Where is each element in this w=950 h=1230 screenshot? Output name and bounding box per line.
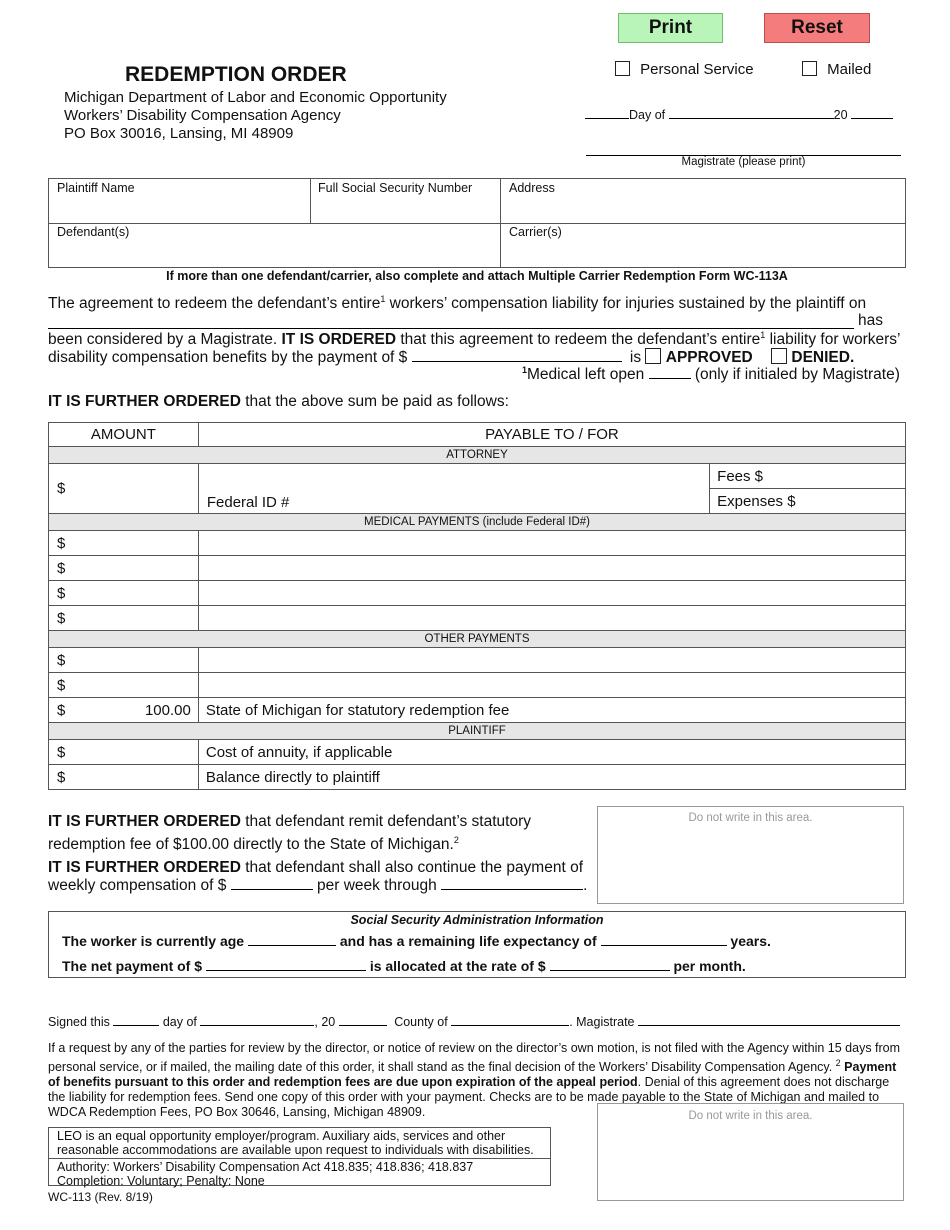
federal-id-label: Federal ID #	[206, 494, 290, 511]
reset-button[interactable]: Reset	[764, 13, 870, 43]
medical-payee-cell[interactable]	[198, 581, 905, 606]
mailed-option[interactable]	[802, 61, 871, 78]
other-amount-cell[interactable]: $	[49, 673, 199, 698]
carriers-label: Carrier(s)	[509, 225, 562, 239]
plaintiff-name-label: Plaintiff Name	[57, 181, 135, 195]
agency-line-2: Workers’ Disability Compensation Agency	[64, 107, 341, 124]
day-of-label: Day of	[629, 108, 666, 122]
attorney-amount-cell[interactable]: $	[49, 464, 199, 514]
personal-service-label: Personal Service	[640, 61, 754, 78]
agreement-line-3: disability compensation benefits by the payment of $ is APPROVED DENIED.	[48, 349, 855, 366]
do-not-write-label: Do not write in this area.	[688, 812, 813, 824]
age-field[interactable]	[248, 933, 336, 946]
completion-line: Completion: Voluntary; Penalty: None	[57, 1174, 265, 1188]
further-ordered-heading: IT IS FURTHER ORDERED that the above sum be paid as follows:	[48, 393, 509, 410]
year-field[interactable]	[851, 104, 893, 119]
medical-section: MEDICAL PAYMENTS (include Federal ID#)	[49, 514, 906, 531]
redemption-fee-amount: 100.00	[144, 701, 191, 719]
weekly-amount-field[interactable]	[231, 877, 313, 890]
attorney-section: ATTORNEY	[49, 447, 906, 464]
leo-notice-box	[48, 1127, 551, 1186]
form-id: WC-113 (Rev. 8/19)	[48, 1190, 153, 1204]
leo-line-1: LEO is an equal opportunity employer/program. Auxiliary aids, services and other	[57, 1129, 506, 1143]
life-expectancy-field[interactable]	[601, 933, 727, 946]
has-label: has	[858, 312, 883, 329]
multi-carrier-note: If more than one defendant/carrier, also complete and attach Multiple Carrier Redemption Form WC-113A	[166, 269, 788, 283]
weekly-compensation-paragraph: IT IS FURTHER ORDERED that defendant shall also continue the payment of weekly compensation of $ per week through .	[48, 859, 588, 894]
payment-amount-field[interactable]	[412, 349, 622, 362]
plaintiff-section: PLAINTIFF	[49, 723, 906, 740]
other-payee-cell[interactable]	[198, 648, 905, 673]
signed-year-field[interactable]	[339, 1014, 387, 1026]
agency-line-1: Michigan Department of Labor and Economic Opportunity	[64, 89, 447, 106]
other-payments-section: OTHER PAYMENTS	[49, 631, 906, 648]
other-amount-cell[interactable]: $	[49, 648, 199, 673]
medical-payee-cell[interactable]	[198, 556, 905, 581]
office-use-box-top	[597, 806, 904, 904]
denied-label: DENIED.	[791, 349, 855, 366]
magistrate-label: Magistrate (please print)	[681, 156, 806, 168]
disclaimer-paragraph: If a request by any of the parties for review by the director, or notice of review on the director’s own motion, is not filed with the Agency within 15 days from personal service, or if mailed, the mailing date of this order, it shall stand as the final decision of the Workers’ Disability Compensation Agency. $^2$ Payment of benefits pursuant to this order and redemption fees are due upon expiration of the appeal period. Denial of this agreement does not discharge the liability for redemption fees. Send one copy of this order with your payment. Checks are to be made payable to the State of Michigan and mailed to WDCA Redemption Fees, PO Box 30646, Lansing, Michigan 48909.	[48, 1041, 901, 1120]
expenses-cell[interactable]: Expenses $	[710, 489, 906, 514]
page-title: REDEMPTION ORDER	[125, 63, 347, 86]
monthly-rate-field[interactable]	[550, 958, 670, 971]
medical-payee-cell[interactable]	[198, 606, 905, 631]
through-date-field[interactable]	[441, 877, 583, 890]
denied-checkbox[interactable]	[771, 348, 787, 364]
other-payee-cell[interactable]	[198, 673, 905, 698]
office-use-box-bottom	[597, 1103, 904, 1201]
payable-header: PAYABLE TO / FOR	[198, 423, 905, 447]
agency-line-3: PO Box 30016, Lansing, MI 48909	[64, 125, 294, 142]
medical-amount-cell[interactable]: $	[49, 531, 199, 556]
redemption-fee-payee-cell: State of Michigan for statutory redemption fee	[198, 698, 905, 723]
approved-label: APPROVED	[665, 349, 753, 366]
year-label: 20	[833, 108, 848, 122]
print-button[interactable]: Print	[618, 13, 723, 43]
annuity-payee-cell: Cost of annuity, if applicable	[198, 740, 905, 765]
authority-line: Authority: Workers’ Disability Compensation Act 418.835; 418.836; 418.837	[57, 1160, 474, 1174]
personal-service-checkbox[interactable]	[615, 61, 630, 76]
agreement-line-2: been considered by a Magistrate. IT IS ORDERED that this agreement to redeem the defendant’s entire$^1$ liability for workers’	[48, 330, 901, 349]
ssa-line-1: The worker is currently age and has a remaining life expectancy of years.	[62, 933, 771, 949]
medical-amount-cell[interactable]: $	[49, 581, 199, 606]
signed-month-field[interactable]	[200, 1014, 314, 1026]
ssn-label: Full Social Security Number	[318, 181, 473, 195]
attorney-payee-cell[interactable]	[198, 464, 709, 514]
county-field[interactable]	[451, 1014, 569, 1026]
annuity-amount-cell[interactable]: $	[49, 740, 199, 765]
balance-payee-cell: Balance directly to plaintiff	[198, 765, 905, 790]
personal-service-option[interactable]	[615, 61, 754, 78]
day-field[interactable]	[585, 104, 629, 119]
fees-cell[interactable]: Fees $	[710, 464, 906, 489]
redemption-fee-amount-cell[interactable]: $ 100.00	[49, 698, 199, 723]
mailed-checkbox[interactable]	[802, 61, 817, 76]
approved-checkbox[interactable]	[645, 348, 661, 364]
medical-amount-cell[interactable]: $	[49, 606, 199, 631]
net-payment-field[interactable]	[206, 958, 366, 971]
medical-initial-field[interactable]	[649, 366, 691, 379]
address-label: Address	[509, 181, 555, 195]
medical-payee-cell[interactable]	[198, 531, 905, 556]
amount-header: AMOUNT	[49, 423, 199, 447]
balance-amount-cell[interactable]: $	[49, 765, 199, 790]
mailed-label: Mailed	[827, 61, 872, 78]
payment-table	[48, 422, 906, 790]
statutory-fee-paragraph: IT IS FURTHER ORDERED that defendant remit defendant’s statutory redemption fee of $100.00 directly to the State of Michigan.$^2$	[48, 813, 532, 854]
agreement-line-1: The agreement to redeem the defendant’s entire$^1$ workers’ compensation liability for injuries sustained by the plaintiff on	[48, 294, 867, 313]
signed-day-field[interactable]	[113, 1014, 159, 1026]
injury-date-field[interactable]	[48, 328, 854, 329]
medical-left-open: $^1$Medical left open (only if initialed by Magistrate)	[522, 365, 900, 384]
signed-line: Signed this day of , 20 County of . Magistrate	[48, 1014, 900, 1029]
defendants-label: Defendant(s)	[57, 225, 130, 239]
ssa-box	[48, 911, 906, 978]
leo-line-2: reasonable accommodations are available upon request to individuals with disabilities.	[57, 1143, 534, 1157]
medical-amount-cell[interactable]: $	[49, 556, 199, 581]
parties-box	[48, 178, 906, 268]
month-field[interactable]	[669, 104, 834, 119]
magistrate-signature-field[interactable]	[638, 1014, 900, 1026]
ssa-line-2: The net payment of $ is allocated at the rate of $ per month.	[62, 958, 746, 974]
do-not-write-label: Do not write in this area.	[688, 1110, 813, 1122]
date-line	[585, 104, 893, 122]
ssa-title: Social Security Administration Information	[350, 913, 604, 927]
